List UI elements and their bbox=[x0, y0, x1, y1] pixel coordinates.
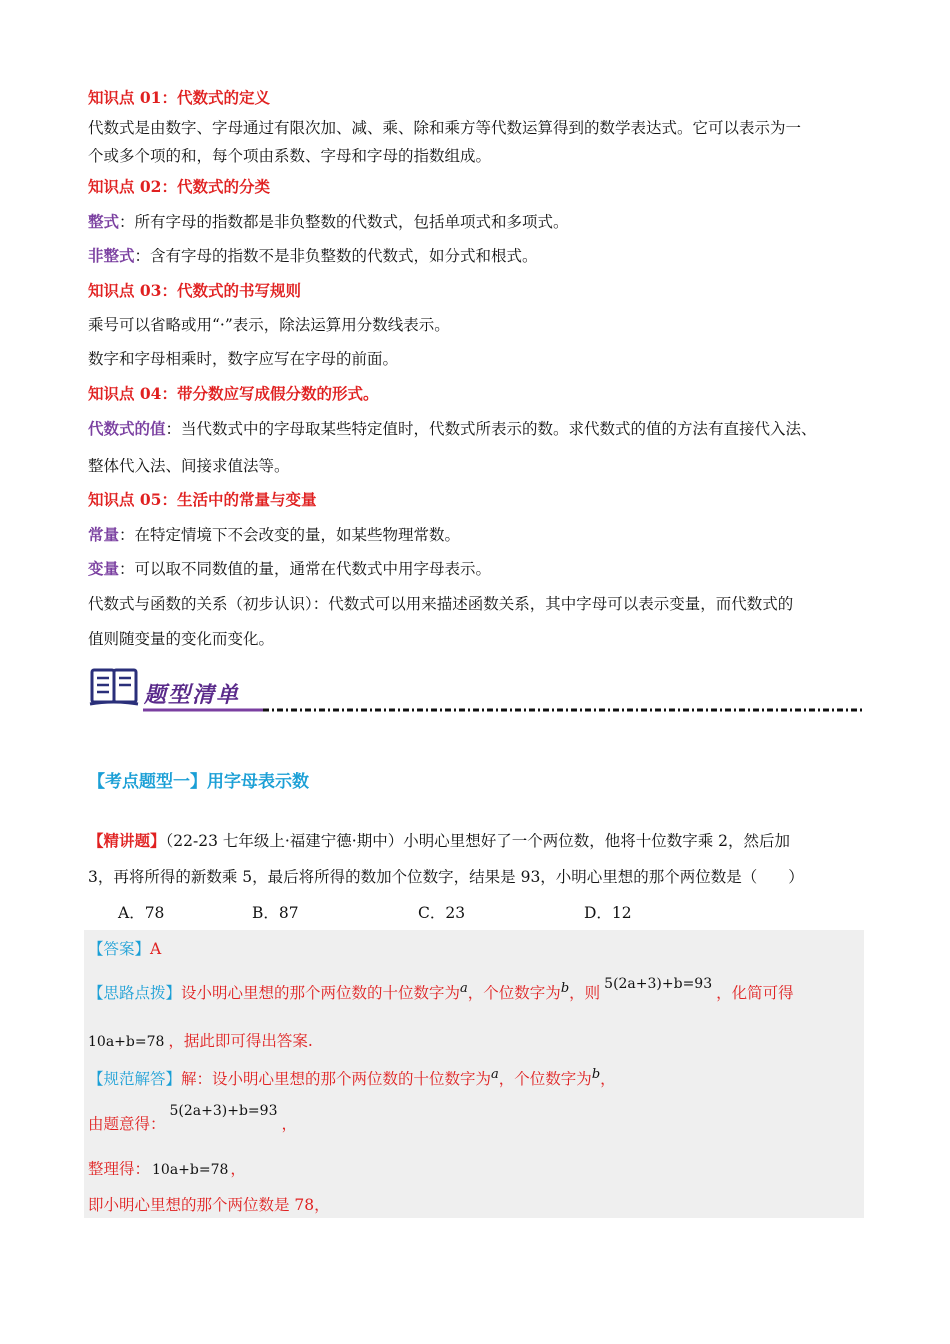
kp2-title: 知识点 02：代数式的分类 bbox=[88, 177, 270, 196]
hint-line bbox=[88, 976, 794, 1006]
step2-label: 整理得： bbox=[88, 1160, 151, 1178]
answer-line bbox=[88, 938, 161, 960]
question-line-2: 3，再将所得的新数乘 5，最后将所得的数加个位数字，结果是 93，小明心里想的那个两位数是（ ） bbox=[88, 868, 804, 886]
integral-text: ：所有字母的指数都是非负整数的代数式，包括单项式和多项式。 bbox=[119, 213, 569, 231]
type1-title: 【考点题型一】用字母表示数 bbox=[88, 772, 309, 792]
step1-line bbox=[88, 1103, 297, 1136]
kp5-relation-2: 值则随变量的变化而变化。 bbox=[88, 630, 275, 648]
kp3-text-2: 数字和字母相乘时，数字应写在字母的前面。 bbox=[88, 350, 399, 368]
hint-line-2 bbox=[88, 1030, 313, 1053]
question-tag: 【精讲题】 bbox=[88, 831, 166, 850]
answer-value: A bbox=[150, 940, 162, 958]
step2-line bbox=[88, 1158, 246, 1181]
option-b: B．87 bbox=[252, 904, 299, 922]
hint-label: 【思路点拨】 bbox=[88, 984, 182, 1002]
variable-label: 变量 bbox=[88, 559, 120, 578]
kp5-constant bbox=[88, 524, 460, 546]
question-text-1: （22-23 七年级上·福建宁德·期中）小明心里想好了一个两位数，他将十位数字乘 2，然后加 bbox=[165, 832, 791, 850]
value-text: ：当代数式中的字母取某些特定值时，代数式所表示的数。求代数式的值的方法有直接代入法、 bbox=[165, 420, 817, 438]
option-d: D．12 bbox=[584, 904, 632, 922]
step1-eq: 5(2a+3)+b=93 bbox=[169, 1103, 278, 1119]
kp1-text-1: 代数式是由数字、字母通过有限次加、减、乘、除和乘方等代数运算得到的数学表达式。它可以表示为一 bbox=[88, 119, 802, 137]
kp5-relation-1: 代数式与函数的关系（初步认识）：代数式可以用来描述函数关系，其中字母可以表示变量，而代数式的 bbox=[88, 595, 794, 613]
solution-line bbox=[88, 1068, 616, 1092]
hint-text-3: ，则 bbox=[569, 984, 601, 1002]
hint-text-2: ，个位数字为 bbox=[467, 984, 561, 1002]
value-label: 代数式的值 bbox=[88, 419, 166, 438]
kp5-variable bbox=[88, 558, 491, 580]
solution-text-3: ， bbox=[600, 1070, 616, 1088]
kp2-nonintegral bbox=[88, 245, 538, 267]
hint-eq-1: 5(2a+3)+b=93 bbox=[604, 976, 713, 992]
section-banner bbox=[88, 664, 868, 716]
kp2-integral bbox=[88, 211, 569, 233]
hint-var-a: a bbox=[460, 981, 468, 996]
kp4-value bbox=[88, 418, 817, 440]
integral-label: 整式 bbox=[88, 212, 120, 231]
kp1-text-2: 个或多个项的和，每个项由系数、字母和字母的指数组成。 bbox=[88, 147, 492, 165]
solution-text-2: ，个位数字为 bbox=[498, 1070, 592, 1088]
kp1-title: 知识点 01：代数式的定义 bbox=[88, 88, 270, 107]
step1-comma: ， bbox=[281, 1115, 297, 1133]
solution-var-a: a bbox=[491, 1067, 499, 1082]
solution-text-1: 解：设小明心里想的那个两位数的十位数字为 bbox=[181, 1070, 492, 1088]
question-line-1 bbox=[88, 830, 790, 852]
nonintegral-label: 非整式 bbox=[88, 246, 135, 265]
kp4-value-2: 整体代入法、间接求值法等。 bbox=[88, 457, 290, 475]
nonintegral-text: ：含有字母的指数不是非负整数的代数式，如分式和根式。 bbox=[134, 247, 538, 265]
constant-label: 常量 bbox=[88, 525, 120, 544]
kp5-title: 知识点 05：生活中的常量与变量 bbox=[88, 490, 317, 509]
constant-text: ：在特定情境下不会改变的量，如某些物理常数。 bbox=[119, 526, 461, 544]
kp3-title: 知识点 03：代数式的书写规则 bbox=[88, 281, 301, 300]
hint-eq-2: 10a+b=78 bbox=[88, 1034, 165, 1050]
option-a: A．78 bbox=[118, 904, 165, 922]
hint-var-b: b bbox=[560, 981, 570, 996]
answer-label: 【答案】 bbox=[88, 940, 151, 958]
step2-eq: 10a+b=78 bbox=[152, 1162, 229, 1178]
hint-text-5: ，据此即可得出答案. bbox=[168, 1032, 313, 1050]
hint-text-4: ，化简可得 bbox=[716, 984, 794, 1002]
option-c: C．23 bbox=[418, 904, 466, 922]
kp3-text-1: 乘号可以省略或用“·”表示，除法运算用分数线表示。 bbox=[88, 316, 450, 334]
banner-label: 题型清单 bbox=[144, 682, 241, 708]
kp4-title: 知识点 04：带分数应写成假分数的形式。 bbox=[88, 384, 379, 403]
step2-comma: ， bbox=[230, 1160, 246, 1178]
hint-text-1: 设小明心里想的那个两位数的十位数字为 bbox=[181, 984, 461, 1002]
final-line: 即小明心里想的那个两位数是 78， bbox=[88, 1196, 330, 1214]
variable-text: ：可以取不同数值的量，通常在代数式中用字母表示。 bbox=[119, 560, 492, 578]
step1-label: 由题意得： bbox=[88, 1115, 166, 1133]
solution-label: 【规范解答】 bbox=[88, 1070, 182, 1088]
solution-var-b: b bbox=[591, 1067, 601, 1082]
